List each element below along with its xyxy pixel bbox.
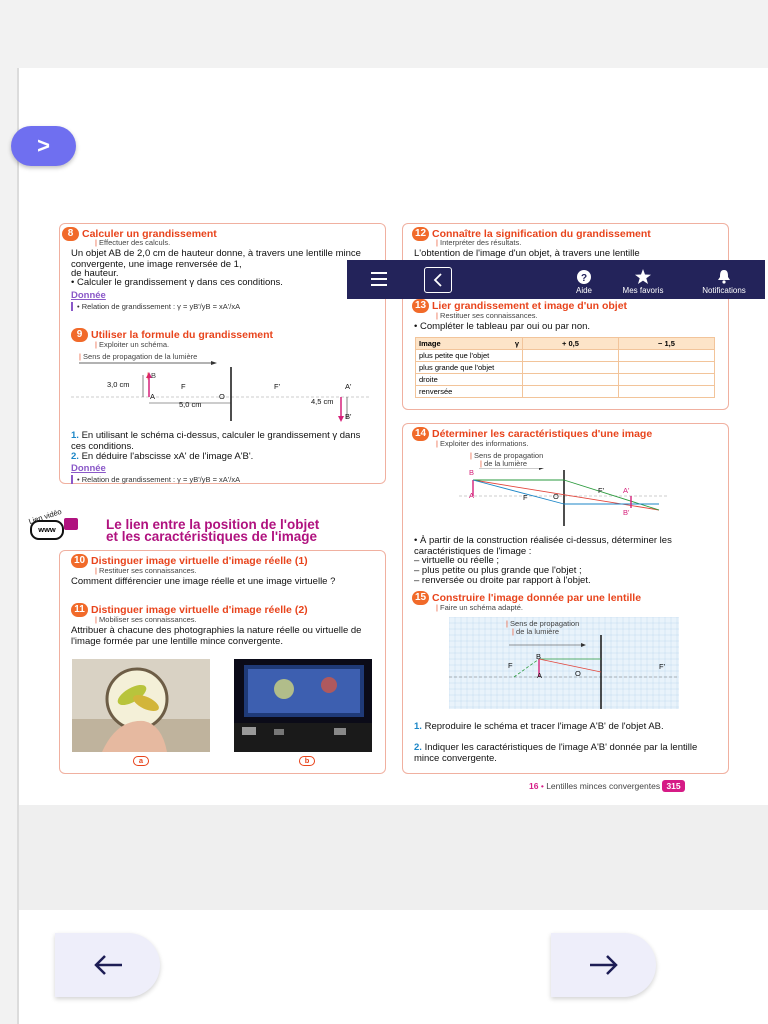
table-cell[interactable] xyxy=(523,350,619,362)
exercise-9-question-2 xyxy=(71,451,253,462)
diagram-label-b: | B xyxy=(147,371,156,380)
photo-concert-screen xyxy=(234,659,372,752)
exercise-15-grid-diagram xyxy=(449,617,679,709)
exercise-14-item-1: – virtuelle ou réelle ; xyxy=(414,555,500,566)
question-number: 1. xyxy=(71,430,79,441)
table-row xyxy=(416,386,715,398)
exercise-8-relation: • Relation de grandissement : γ = yB'/yB = xA'/xA xyxy=(71,302,240,311)
video-play-icon xyxy=(64,518,78,530)
section-title-line-2: et les caractéristiques de l'image xyxy=(106,529,318,544)
grandissement-table xyxy=(415,337,715,398)
exercise-14-sens-2: | de la lumière xyxy=(480,459,527,468)
exercise-9-sens: | Sens de propagation de la lumière xyxy=(79,352,197,361)
diagram-14-label-a: A xyxy=(469,491,475,500)
exercise-10-skill: | Restituer ses connaissances. xyxy=(95,566,197,575)
notifications-button[interactable] xyxy=(691,264,757,295)
diagram-14-label-fp: F' xyxy=(598,486,605,495)
diagram-label-a: A xyxy=(150,392,156,401)
footer-title: Lentilles minces convergentes xyxy=(546,781,661,791)
menu-icon[interactable] xyxy=(371,272,387,286)
page-gutter xyxy=(19,805,768,910)
exercise-8-text-end: de hauteur. xyxy=(71,268,119,279)
arrow-left-icon xyxy=(92,953,124,977)
table-header-cell: Image γ xyxy=(416,338,523,350)
exercise-8-skill: | Effectuer des calculs. xyxy=(95,238,170,247)
favorites-button[interactable] xyxy=(613,264,673,295)
exercise-number: 8 xyxy=(62,227,79,241)
exercise-10-text: Comment différencier une image réelle et une image virtuelle ? xyxy=(71,576,336,587)
diagram-label-f: F xyxy=(181,382,186,391)
table-header-cell: − 1,5 xyxy=(619,338,715,350)
diagram-15-label-fp: F' xyxy=(659,662,666,671)
help-button[interactable] xyxy=(569,264,599,295)
notifications-label: Notifications xyxy=(702,286,746,295)
exercise-13-skill: | Restituer ses connaissances. xyxy=(436,311,538,320)
diagram-14-label-o: O xyxy=(553,492,559,501)
exercise-title-text: Construire l'image donnée par une lentille xyxy=(432,591,642,604)
diagram-label-o: O xyxy=(219,392,225,401)
exercise-11-text: Attribuer à chacune des photographies la nature réelle ou virtuelle de l'image formée par une lentille mince convergente. xyxy=(71,625,362,647)
reader-toolbar xyxy=(347,260,765,299)
arrow-right-icon xyxy=(588,953,620,977)
exercise-8-donnee: Donnée xyxy=(71,290,106,301)
question-text: En utilisant le schéma ci-dessus, calculer le grandissement γ dans ces conditions. xyxy=(71,430,361,452)
exercise-15-question-1 xyxy=(414,721,719,732)
table-row-label: plus petite que l'objet xyxy=(416,350,523,362)
table-row xyxy=(416,374,715,386)
table-cell[interactable] xyxy=(619,374,715,386)
exercise-14-diagram xyxy=(459,468,674,528)
video-link-label: Lien vidéo xyxy=(27,506,63,527)
section-title-line-1: Le lien entre la position de l'objet xyxy=(106,517,320,532)
diagram-dim-1: 3,0 cm xyxy=(107,380,130,389)
svg-text:?: ? xyxy=(580,273,588,284)
table-cell[interactable] xyxy=(523,362,619,374)
exercise-title-text: Distinguer image virtuelle d'image réelle (2) xyxy=(91,603,308,616)
table-header-row xyxy=(416,338,715,350)
exercise-number: 12 xyxy=(412,227,429,241)
exercise-title-text: Connaître la signification du grandissement xyxy=(432,227,651,240)
exercise-title-text: Lier grandissement et image d'un objet xyxy=(432,299,628,312)
exercise-14-text: • À partir de la construction réalisée ci-dessus, déterminer les caractéristiques de l'image : xyxy=(414,535,672,557)
exercise-14-sens-1: | Sens de propagation xyxy=(470,451,543,460)
exercise-15-skill: | Faire un schéma adapté. xyxy=(436,603,523,612)
photo-label-b: b xyxy=(299,756,315,766)
exercise-number: 11 xyxy=(71,603,88,617)
photo-label-a: a xyxy=(133,756,149,766)
diagram-14-label-f: F xyxy=(523,493,528,502)
diagram-dim-2: 5,0 cm xyxy=(179,400,202,409)
sidebar-toggle-button[interactable] xyxy=(11,126,76,166)
exercise-15-sens-2: | de la lumière xyxy=(512,627,559,636)
question-number: 2. xyxy=(71,451,79,462)
www-badge: www xyxy=(30,520,64,540)
exercise-number: 15 xyxy=(412,591,429,605)
exercise-12-skill: | Interpréter des résultats. xyxy=(436,238,521,247)
exercise-number: 14 xyxy=(412,427,429,441)
exercise-number: 9 xyxy=(71,328,88,342)
question-text: En déduire l'abscisse xA' de l'image A'B'. xyxy=(81,451,254,462)
exercise-11-skill: | Mobiliser ses connaissances. xyxy=(95,615,197,624)
question-text: Reproduire le schéma et tracer l'image A'B' de l'objet AB. xyxy=(424,721,664,732)
exercise-8-text: Un objet AB de 2,0 cm de hauteur donne, à travers une lentille mince convergente, une image renversée de 1, xyxy=(71,248,361,270)
favorites-label: Mes favoris xyxy=(622,286,664,295)
exercise-14-skill: | Exploiter des informations. xyxy=(436,439,528,448)
diagram-15-label-o: O xyxy=(575,669,581,678)
diagram-15-label-b: B xyxy=(536,652,542,661)
table-cell[interactable] xyxy=(619,362,715,374)
table-row-label: droite xyxy=(416,374,523,386)
next-page-button[interactable] xyxy=(551,933,656,997)
diagram-label-fp: F' xyxy=(274,382,281,391)
table-cell[interactable] xyxy=(619,350,715,362)
table-cell[interactable] xyxy=(523,386,619,398)
chevron-right-icon: > xyxy=(37,133,50,158)
exercise-8-bullet: • Calculer le grandissement γ dans ces conditions. xyxy=(71,277,283,288)
help-icon xyxy=(577,270,591,284)
question-text: Indiquer les caractéristiques de l'image A'B' donnée par la lentille mince convergente. xyxy=(414,742,698,764)
bell-icon xyxy=(717,269,731,284)
back-button[interactable] xyxy=(424,267,452,293)
video-link[interactable] xyxy=(24,506,80,541)
diagram-label-bp: B' xyxy=(345,412,352,421)
exercise-9-question-1 xyxy=(71,430,376,452)
question-number: 2. xyxy=(414,742,422,753)
table-row-label: renversée xyxy=(416,386,523,398)
chevron-left-icon xyxy=(433,273,443,287)
exercise-number: 10 xyxy=(71,554,88,568)
diagram-14-label-bp: B' xyxy=(623,508,630,517)
exercise-number: 13 xyxy=(412,299,429,313)
page-footer: 16 • Lentilles minces convergentes 315 xyxy=(529,781,685,791)
diagram-15-label-a: A xyxy=(537,671,543,680)
star-icon xyxy=(635,269,651,284)
exercise-13-bullet: • Compléter le tableau par oui ou par non. xyxy=(414,321,591,332)
help-label: Aide xyxy=(575,286,592,295)
table-row xyxy=(416,362,715,374)
exercise-9-donnee: Donnée xyxy=(71,463,106,474)
exercise-title-text: Calculer un grandissement xyxy=(82,227,217,240)
exercise-title-text: Déterminer les caractéristiques d'une image xyxy=(432,427,653,440)
table-cell[interactable] xyxy=(523,374,619,386)
exercise-9-relation: • Relation de grandissement : γ = yB'/yB = xA'/xA xyxy=(71,475,240,484)
footer-page-number: 315 xyxy=(662,780,684,792)
table-cell[interactable] xyxy=(619,386,715,398)
footer-chapter: 16 xyxy=(529,781,539,791)
exercise-14-item-3: – renversée ou droite par rapport à l'objet. xyxy=(414,575,591,586)
diagram-14-label-b: B xyxy=(469,468,475,477)
exercise-9-skill: | Exploiter un schéma. xyxy=(95,340,169,349)
diagram-14-label-ap: A' xyxy=(623,486,630,495)
exercise-title-text: Utiliser la formule du grandissement xyxy=(91,328,274,341)
question-number: 1. xyxy=(414,721,422,732)
table-header-cell: + 0,5 xyxy=(523,338,619,350)
exercise-15-sens-1: | Sens de propagation xyxy=(506,619,579,628)
diagram-dim-3: 4,5 cm xyxy=(311,397,334,406)
photo-magnifier-leaf xyxy=(72,659,210,752)
previous-page-button[interactable] xyxy=(55,933,160,997)
exercise-12-text: L'obtention de l'image d'un objet, à travers une lentille xyxy=(414,248,640,259)
diagram-15-label-f: F xyxy=(508,661,513,670)
table-row xyxy=(416,350,715,362)
exercise-15-question-2 xyxy=(414,742,719,764)
exercise-14-item-2: – plus petite ou plus grande que l'objet ; xyxy=(414,565,582,576)
top-blank-area xyxy=(19,68,768,178)
table-row-label: plus grande que l'objet xyxy=(416,362,523,374)
exercise-title-text: Distinguer image virtuelle d'image réelle (1) xyxy=(91,554,308,567)
diagram-label-ap: A' xyxy=(345,382,352,391)
